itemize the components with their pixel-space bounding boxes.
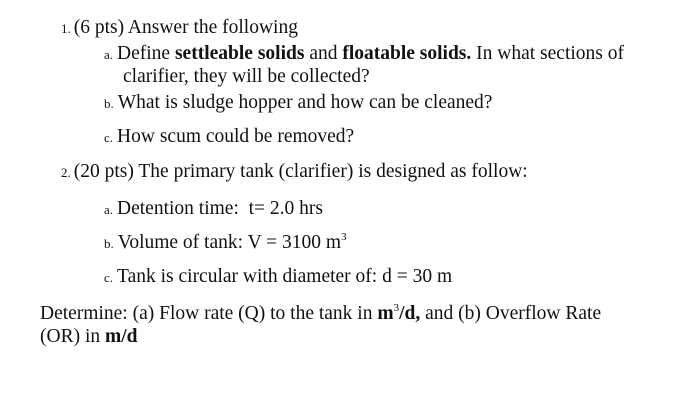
question-1c-text: How scum could be removed? — [117, 126, 355, 147]
determine-unit-m: m — [377, 303, 394, 324]
determine-text-2: and (b) Overflow Rate — [420, 303, 602, 324]
question-2a — [104, 198, 323, 221]
question-2c-label: c. — [104, 270, 114, 285]
question-2c-text: Tank is circular with diameter of: d = 30 m — [117, 266, 453, 287]
question-2a-text: Detention time: t= 2.0 hrs — [117, 198, 323, 219]
question-2b-text: Volume of tank: V = 3100 m — [117, 232, 342, 253]
question-1a-text-1: Define — [117, 43, 175, 64]
question-2-number: 2. — [61, 165, 71, 180]
question-2-heading-text: (20 pts) The primary tank (clarifier) is designed as follow: — [73, 161, 528, 182]
question-1b-label: b. — [104, 96, 114, 111]
question-1a-label: a. — [104, 47, 114, 62]
question-1a-text-3: In what sections of — [471, 43, 624, 64]
question-1b-text: What is sludge hopper and how can be cleaned? — [117, 92, 493, 113]
question-1a-bold-settleable: settleable solids — [174, 43, 305, 64]
question-2b-label: b. — [104, 236, 114, 251]
question-2c — [104, 266, 452, 289]
determine-unit-per-day: /d, — [399, 303, 421, 324]
question-1b — [104, 92, 492, 115]
question-2a-label: a. — [104, 202, 114, 217]
question-1a-text-2: and — [304, 43, 343, 64]
determine-line-1 — [40, 303, 601, 325]
determine-unit-superscript: 3 — [393, 302, 400, 314]
determine-text-3: (OR) in — [40, 326, 105, 347]
question-2b-superscript: 3 — [341, 231, 347, 243]
question-1a — [104, 43, 624, 66]
determine-text-1: Determine: (a) Flow rate (Q) to the tank in — [40, 303, 378, 324]
question-1c-label: c. — [104, 130, 114, 145]
question-1c — [104, 126, 354, 149]
determine-unit-m-per-d: m/d — [105, 326, 138, 347]
question-1-heading-text: (6 pts) Answer the following — [73, 17, 298, 38]
question-1a-continuation: clarifier, they will be collected? — [123, 66, 370, 87]
question-2-heading — [61, 161, 528, 184]
question-1-heading — [61, 17, 298, 40]
question-1a-bold-floatable: floatable solids. — [342, 43, 472, 64]
determine-line-2 — [40, 326, 138, 348]
question-1-number: 1. — [61, 21, 71, 36]
question-2b — [104, 232, 347, 255]
